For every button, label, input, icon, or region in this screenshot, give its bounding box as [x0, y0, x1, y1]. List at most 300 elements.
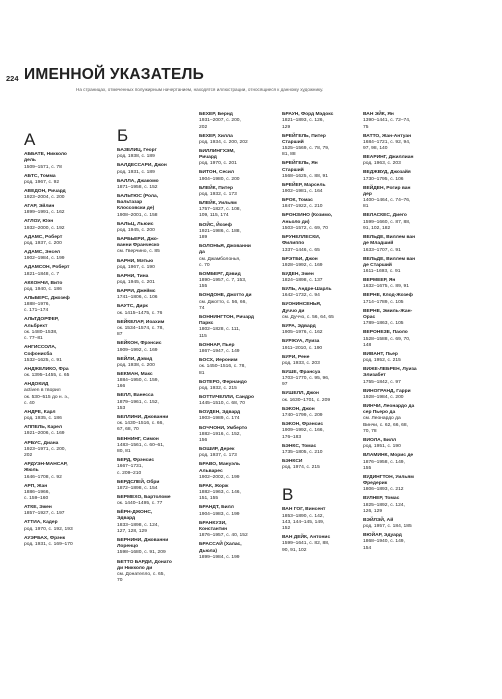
- artist-name: БЕРДСЛЕЙ, Обри: [117, 479, 160, 485]
- entry-details: 1821–1848, с. 7: [24, 271, 60, 277]
- entry-details: см. Джотто, с. 56, 66,: [199, 299, 247, 305]
- index-entry: [117, 320, 183, 339]
- entry-details: род. 1935, с. 186: [24, 416, 62, 422]
- index-entry: [363, 309, 429, 328]
- index-entry: [363, 389, 429, 402]
- index-entry: [199, 244, 265, 269]
- entry-details: 1853–1890, с. 142,: [282, 513, 324, 519]
- artist-name: АББАТЕ, Никколо: [24, 152, 67, 157]
- entry-details: 152: [282, 526, 291, 532]
- entry-details: ок. 1440–1495, с. 77: [117, 501, 163, 507]
- artist-name: БЕХЕР, Бернд: [199, 112, 233, 117]
- index-entry: [24, 382, 90, 407]
- index-entry: [117, 372, 183, 391]
- artist-name: БАРНИ, Тина: [117, 273, 149, 279]
- artist-name: БУЛЬ, Андре-Шарль: [282, 287, 332, 293]
- entry-details: 1757–1827, с. 108,: [199, 207, 241, 213]
- entry-details: 81: [199, 370, 205, 376]
- index-entry: [199, 380, 265, 393]
- artist-name: де Младший: [363, 241, 394, 247]
- artist-name: Альбрехт: [24, 323, 48, 329]
- entry-details: с. 40: [24, 400, 35, 406]
- artist-name: АДАМСОН, Роберт: [24, 265, 70, 271]
- entry-details: 1611–1693, с. 91: [363, 269, 401, 275]
- artist-name: де Старший: [363, 262, 392, 268]
- artist-name: Бальтазар: [117, 200, 143, 206]
- entry-details: 1802–1828, с. 111,: [199, 327, 241, 333]
- entry-details: 1932–2000, с. 192: [24, 225, 65, 231]
- entry-details: род. 1957, с. 184, 185: [363, 524, 412, 530]
- index-entry: [117, 163, 183, 176]
- index-entry: [199, 112, 265, 131]
- artist-name: АРДУЭН-МАНСАР,: [24, 462, 68, 468]
- artist-name: ВЕЛАСКЕС, Диего: [363, 213, 407, 219]
- entry-details: 1902–1981, с. 164: [282, 189, 323, 195]
- index-entry: [282, 422, 348, 441]
- entry-details: 127, 128, 129: [117, 528, 147, 534]
- entry-details: 1904–1980, с. 200: [199, 176, 240, 182]
- entry-details: 1931–2007, с. 200,: [199, 118, 241, 124]
- index-entry: [24, 441, 90, 460]
- artist-name: ВУЛНЕР, Томас: [363, 496, 400, 502]
- entry-details: род. 1933, с. 203: [282, 360, 320, 366]
- artist-name: ВИВАНТ, Пьер: [363, 351, 398, 357]
- artist-name: БОЧЧОНИ, Умберто: [199, 425, 248, 431]
- index-entry: [363, 112, 429, 131]
- entry-details: с. 77–81: [24, 336, 43, 342]
- artist-name: ВАТТО, Жан-Антуан: [363, 133, 412, 139]
- artist-name: БРУНЕЛЛЕСКИ,: [282, 235, 321, 241]
- artist-name: БЭНКСИ: [282, 458, 303, 464]
- artist-name: БРАК, Жорж: [199, 483, 229, 489]
- artist-name: да: [199, 250, 205, 256]
- artist-name: Дьюла): [199, 548, 218, 554]
- section-letter: Б: [117, 126, 129, 145]
- entry-details: 1847–1922, с. 210: [282, 204, 323, 210]
- index-entry: [363, 496, 429, 515]
- entry-details: 1911–2010, с. 190: [282, 345, 323, 351]
- entry-details: 1390–1441, с. 72–74,: [363, 118, 411, 124]
- artist-name: Аньоло ди): [282, 219, 310, 225]
- entry-details: 109, 115, 174: [199, 213, 229, 219]
- index-entry: [282, 302, 348, 321]
- entry-details: род. 1931, с. 169–170: [24, 541, 73, 547]
- artist-name: АТТИА, Кадер: [24, 520, 58, 526]
- entry-details: 1598–1680, с. 91, 209: [117, 550, 166, 556]
- index-entry: [363, 170, 429, 183]
- index-entry: [117, 179, 183, 192]
- entry-details: 1740–1799, с. 209: [282, 413, 323, 418]
- index-entry: [24, 462, 90, 481]
- index-entry: [363, 257, 429, 276]
- entry-details: 1646–1708, с. 92: [24, 474, 62, 480]
- index-entry: [282, 112, 348, 131]
- entry-details: ок. 1630–1701, с. 209: [282, 397, 331, 403]
- index-column-1: [24, 112, 90, 551]
- entry-details: 1928–1992, с. 169: [282, 262, 323, 268]
- entry-details: ок. 1450–1516, с. 78,: [199, 364, 246, 370]
- index-entry: [363, 186, 429, 211]
- entry-details: 1867–1947, с. 149: [199, 349, 240, 355]
- entry-details: ок. 1480–1538,: [24, 329, 58, 335]
- artist-name: АРП, Жан: [24, 483, 48, 489]
- index-entry: [282, 507, 348, 532]
- entry-details: 156: [199, 438, 208, 443]
- artist-name: ВЕАРИНГ, Джиллиан: [363, 155, 414, 161]
- entry-details: 1528–1588, с. 69, 70,: [363, 336, 411, 342]
- artist-name: АЛЬБЕРС, Джозеф: [24, 295, 70, 301]
- entry-details: 1532–1625, с. 91: [24, 357, 62, 363]
- entry-details: род. 1934, с. 200, 202: [199, 139, 248, 145]
- entry-details: 1684–1721, с. 92, 94,: [363, 139, 411, 145]
- artist-name: БАРРИ, Джеймс: [117, 289, 156, 295]
- entry-details: 1824–1898, с. 137: [282, 278, 323, 284]
- artist-name: БАЗЕЛИЦ, Георг: [117, 148, 157, 153]
- entry-details: 126, 129: [363, 508, 383, 514]
- entry-details: род. 1970, с. 201: [199, 161, 237, 167]
- index-entry: [282, 370, 348, 389]
- index-entry: [117, 393, 183, 412]
- index-entry: [363, 293, 429, 306]
- index-entry: [24, 317, 90, 342]
- entry-details: 155: [363, 465, 372, 471]
- artist-name: Филиппо: [282, 241, 305, 247]
- entry-details: 1904–1983, с. 199: [199, 511, 240, 517]
- index-entry: [117, 222, 183, 235]
- artist-name: ВЕЙДЕН, Рогир ван: [363, 185, 411, 191]
- entry-details: см. Гверчино, с. 85: [117, 249, 160, 255]
- entry-details: 1632–1675, с. 89, 91: [363, 284, 409, 290]
- artist-name: АГАР, Эйлин: [24, 204, 55, 210]
- entry-details: 74: [199, 305, 205, 311]
- entry-details: 1741–1806, с. 106: [117, 295, 158, 301]
- index-entry: [117, 194, 183, 219]
- entry-details: 202: [199, 124, 208, 130]
- entry-details: род. 1967, с. 92: [24, 179, 60, 185]
- index-entry: [117, 480, 183, 493]
- artist-name: БЕННИНГ, Симон: [117, 436, 159, 442]
- entry-details: 70: [117, 578, 123, 584]
- index-entry: [363, 453, 429, 472]
- artist-name: БЕЙКОН, Фрэнсис: [117, 341, 162, 347]
- artist-name: Лоренцо: [117, 544, 139, 550]
- artist-name: АККОНЧИ, Вито: [24, 280, 63, 286]
- index-entry: [117, 289, 183, 302]
- index-entry: [363, 330, 429, 349]
- artist-name: БЛЕЙК, Питер: [199, 185, 233, 191]
- artist-name: ВИОЛА, Билл: [363, 438, 397, 443]
- page-number: 224: [6, 74, 19, 83]
- artist-name: ВЮЙАР, Эдуард: [363, 533, 402, 539]
- artist-name: БАЛЛА, Джакомо: [117, 178, 159, 184]
- index-entry: [363, 533, 429, 552]
- artist-name: ВИЖЕ-ЛЕБРЕН, Луиза: [363, 367, 417, 373]
- artist-name: БУРЖУА, Луиза: [282, 339, 320, 345]
- entry-details: 1902–1984, с. 199: [24, 256, 65, 262]
- entry-details: ок. 1415–1475, с. 76: [117, 310, 163, 316]
- entry-details: род. 1945, с. 200: [117, 227, 155, 233]
- entry-details: activen в творил: [24, 388, 61, 394]
- entry-details: 176–183: [282, 434, 302, 440]
- entry-details: 1503–1572, с. 69, 70: [282, 225, 328, 231]
- artist-name: АДАМС, Роберт: [24, 234, 63, 240]
- artist-name: БОСХ, Иероним: [199, 358, 238, 364]
- entry-details: 1667–1731,: [117, 464, 143, 470]
- entry-details: 1714–1789, с. 105: [363, 299, 404, 305]
- artist-name: БЕЙКЕЛАР, Иоахим: [117, 319, 165, 325]
- index-entry: [282, 161, 348, 180]
- index-entry: [24, 484, 90, 503]
- index-entry: [363, 134, 429, 153]
- index-entry: [282, 391, 348, 404]
- index-entry: [199, 447, 265, 460]
- entry-details: 91, 102, 182: [363, 225, 391, 231]
- artist-name: ВАН ЭЙК, Ян: [363, 112, 394, 117]
- entry-details: 1525–1569, с. 78, 79,: [282, 146, 330, 152]
- artist-name: БУДЕН, Эжен: [282, 271, 314, 277]
- entry-details: 1568–1625, с. 88, 91: [282, 173, 328, 179]
- artist-name: Ричард: [199, 155, 217, 161]
- entry-details: род. 1937, с. 173: [199, 453, 237, 459]
- entry-details: 1876–1958, с. 149,: [363, 459, 405, 465]
- index-entry: [24, 345, 90, 364]
- artist-name: ванни Франческо: [117, 243, 160, 249]
- index-entry: [199, 358, 265, 377]
- artist-name: Старший: [282, 167, 304, 173]
- index-entry: [199, 134, 265, 147]
- index-entry: [363, 475, 429, 494]
- artist-name: БОЙС, Йозеф: [199, 222, 232, 228]
- entry-details: 1445–1510, с. 68, 70: [199, 401, 245, 407]
- index-entry: [282, 459, 348, 472]
- artist-name: БУРИ, Рене: [282, 354, 310, 360]
- entry-details: 155: [199, 284, 208, 290]
- index-entry: [363, 235, 429, 254]
- index-entry: [282, 198, 348, 211]
- index-entry: [282, 287, 348, 300]
- entry-details: 1928–1984, с. 200: [363, 394, 404, 400]
- entry-details: 202: [24, 453, 33, 458]
- artist-name: БЕРНИНИ, Джованни: [117, 537, 169, 543]
- artist-name: ВЕРОНЕЗЕ, Паоло: [363, 330, 408, 336]
- entry-details: 1509–1571, с. 78: [24, 164, 62, 170]
- entry-details: 70, 78: [363, 428, 377, 434]
- index-entry: [363, 404, 429, 435]
- entry-details: род. 1952, с. 215: [363, 358, 401, 364]
- artist-name: БЁРН-ДЖОНС,: [117, 510, 153, 516]
- artist-name: БУШЕ, Франсуа: [282, 369, 321, 375]
- artist-name: АНДЖЕЛИКО, Фра: [24, 366, 69, 372]
- artist-name: ВЕРНЕ, Эмиль-Жан-: [363, 308, 413, 314]
- index-entry: [199, 462, 265, 481]
- entry-details: 81, 88: [282, 152, 296, 158]
- entry-details: 115: [199, 333, 207, 339]
- entry-details: род. 1970, с. 192, 193: [24, 526, 73, 532]
- entry-details: род. 1940, с. 186: [24, 286, 62, 292]
- index-entry: [117, 274, 183, 287]
- artist-name: БРОНЗИНО (Козимо,: [282, 213, 333, 219]
- artist-name: АБТС, Томма: [24, 173, 56, 179]
- artist-name: АТКЕ, Эжен: [24, 505, 52, 511]
- entry-details: 1903–1989, с. 174: [199, 416, 240, 422]
- entry-details: 1337–1446, с. 65: [282, 247, 320, 253]
- entry-details: 1909–1992, с. 166,: [282, 428, 324, 434]
- artist-name: АДАМС, Энсел: [24, 250, 61, 256]
- entry-details: 154: [363, 545, 372, 551]
- index-entry: [282, 407, 348, 420]
- artist-name: ВАН ГОГ, Винсент: [282, 507, 326, 513]
- artist-name: Паркс: [199, 321, 214, 327]
- artist-name: БЕТТО БАРДИ, Донато: [117, 559, 172, 565]
- artist-name: Эдвард: [117, 516, 136, 522]
- index-entry: [282, 213, 348, 232]
- artist-name: БЕХЕР, Хилла: [199, 133, 233, 139]
- page-title: ИМЕННОЙ УКАЗАТЕЛЬ: [24, 66, 204, 83]
- artist-name: Фредерик: [363, 481, 388, 487]
- entry-details: с. 159–160: [24, 496, 49, 502]
- index-entry: [363, 438, 429, 451]
- entry-details: 1899–1984, с. 199: [199, 554, 240, 560]
- entry-details: род. 1967, с. 190: [117, 264, 155, 270]
- entry-details: род. 1931, с. 189: [117, 169, 155, 175]
- artist-name: Элизабет: [363, 373, 386, 379]
- artist-name: Орас: [363, 314, 376, 320]
- index-entry: [24, 296, 90, 315]
- artist-name: Жюль: [24, 468, 39, 474]
- entry-details: ок. 530–515 до н. э.,: [24, 394, 70, 400]
- index-entry: [24, 265, 90, 278]
- entry-details: 1909–1992, с. 169: [117, 347, 158, 353]
- entry-details: 97, 98, 140: [363, 146, 388, 152]
- index-entry: [282, 272, 348, 285]
- index-entry: [282, 235, 348, 254]
- entry-details: род. 1951, с. 190: [363, 444, 401, 450]
- index-entry: [24, 189, 90, 202]
- artist-name: БЕКМАН, Макс: [117, 371, 153, 377]
- artist-name: ВЕДЖВУД, Джозайя: [363, 170, 411, 176]
- artist-name: БАРНИ, Мэтью: [117, 258, 154, 264]
- entry-details: 1735–1805, с. 210: [282, 449, 323, 455]
- entry-details: 1905–1976, с. 162: [282, 330, 323, 336]
- artist-name: Дуччо ди: [282, 308, 305, 314]
- artist-name: БЕЛЛИНИ, Джованни: [117, 414, 169, 420]
- entry-details: 80, 81: [117, 449, 131, 454]
- index-entry: [117, 148, 183, 161]
- artist-name: БЕЛЛ, Ванесса: [117, 393, 154, 399]
- artist-name: Клоссовски де): [117, 206, 155, 212]
- index-column-5: [363, 112, 429, 555]
- entry-details: с. 171–174: [24, 308, 49, 314]
- artist-name: ВЕЛЬДЕ, Виллем ван: [363, 256, 416, 262]
- artist-name: АППЕЛЬ, Карел: [24, 425, 63, 431]
- artist-name: БОНДОНЕ, Джотто ди: [199, 293, 252, 299]
- artist-name: БРЭТБИ, Джон: [282, 256, 318, 262]
- artist-name: БАРБЬЕРИ, Джо-: [117, 236, 159, 242]
- entry-details: 1857–1927, с. 197: [24, 511, 65, 517]
- entry-details: 97: [282, 382, 288, 388]
- entry-details: 1483–1561, с. 60–61,: [117, 442, 165, 448]
- index-entry: [117, 341, 183, 354]
- index-entry: [199, 170, 265, 183]
- entry-details: 1876–1957, с. 40, 152: [199, 533, 248, 539]
- index-entry: [24, 250, 90, 263]
- index-entry: [117, 495, 183, 508]
- entry-details: 1789–1863, с. 105: [363, 321, 404, 327]
- artist-name: ВЕРМЕЕР, Ян: [363, 278, 396, 284]
- index-entry: [199, 223, 265, 242]
- artist-name: ди Никколо ди: [117, 565, 153, 571]
- artist-name: ВЭЙЛЭЙ, Ай: [363, 517, 394, 523]
- index-entry: [199, 315, 265, 340]
- artist-name: БРАНКУЗИ,: [199, 520, 227, 526]
- entry-details: см. Донателло, с. 65,: [117, 572, 165, 578]
- entry-details: ок. 1430–1516, с. 66,: [117, 421, 164, 427]
- artist-name: БАЛДЕССАРИ, Джон: [117, 163, 167, 169]
- entry-details: 1599–1660, с. 87, 88,: [363, 219, 411, 225]
- index-entry: [24, 174, 90, 187]
- entry-details: 1821–1893, с. 126,: [282, 118, 324, 124]
- index-entry: [282, 444, 348, 457]
- entry-details: 1599–1641, с. 82, 88,: [282, 541, 330, 547]
- artist-name: БУОНИНСЕНЬЯ,: [282, 302, 322, 308]
- index-entry: [24, 425, 90, 438]
- entry-details: 1879–1961, с. 152,: [117, 399, 159, 405]
- artist-name: БАЛЬЦ, Льюис: [117, 221, 154, 227]
- index-entry: [363, 213, 429, 232]
- entry-details: 1886–1966,: [24, 489, 50, 495]
- index-entry: [117, 304, 183, 317]
- entry-details: 166: [117, 384, 126, 390]
- artist-name: БАЛЬТЮС (Рола,: [117, 193, 159, 199]
- artist-name: БЛЕЙК, Уильям: [199, 200, 237, 206]
- entry-details: 1755–1842, с. 97: [363, 379, 401, 385]
- entry-details: 67, 68, 70: [117, 427, 139, 433]
- artist-name: БОТЕРО, Фернандо: [199, 379, 247, 385]
- index-entry: [363, 352, 429, 365]
- index-column-2: [117, 112, 183, 587]
- index-entry: [117, 538, 183, 557]
- artist-name: АГЛОУ, Юэн: [24, 219, 54, 225]
- index-entry: [199, 293, 265, 312]
- artist-name: БОННИНГТОН, Ричард: [199, 314, 254, 320]
- entry-details: 1833–1898, с. 124,: [117, 522, 159, 528]
- artist-name: БОЛОНЬЯ, Джованни: [199, 244, 251, 250]
- entry-details: см. Леонардо да: [363, 416, 401, 422]
- artist-name: ВИНОГРАНД, Гарри: [363, 388, 411, 394]
- index-entry: [117, 437, 183, 456]
- index-entry: [363, 155, 429, 168]
- artist-name: БРАУН, Форд Мэдокс: [282, 112, 334, 117]
- entry-details: 1923–1971, с. 200,: [24, 446, 66, 452]
- index-entry: [199, 521, 265, 540]
- index-entry: [24, 410, 90, 423]
- artist-name: Старший: [282, 139, 304, 145]
- section-letter: В: [282, 485, 294, 505]
- index-entry: [24, 152, 90, 171]
- index-entry: [24, 281, 90, 294]
- index-entry: [199, 395, 265, 408]
- entry-details: 1633–1707, с. 91: [363, 247, 401, 253]
- artist-name: БЕРМЕХО, Бартоломе: [117, 494, 171, 500]
- entry-details: 1890–1957, с. 7, 153,: [199, 278, 247, 284]
- index-entry: [117, 458, 183, 477]
- artist-name: дель: [24, 158, 36, 164]
- artist-name: ВЛАМИНК, Морис де: [363, 453, 414, 459]
- artist-name: БЕЙЛИ, Дэвид: [117, 356, 153, 362]
- index-entry: [282, 324, 348, 337]
- entry-details: род. 1974, с. 215: [282, 465, 320, 471]
- artist-name: БРЕЙГЕЛЬ, Питер: [282, 133, 326, 139]
